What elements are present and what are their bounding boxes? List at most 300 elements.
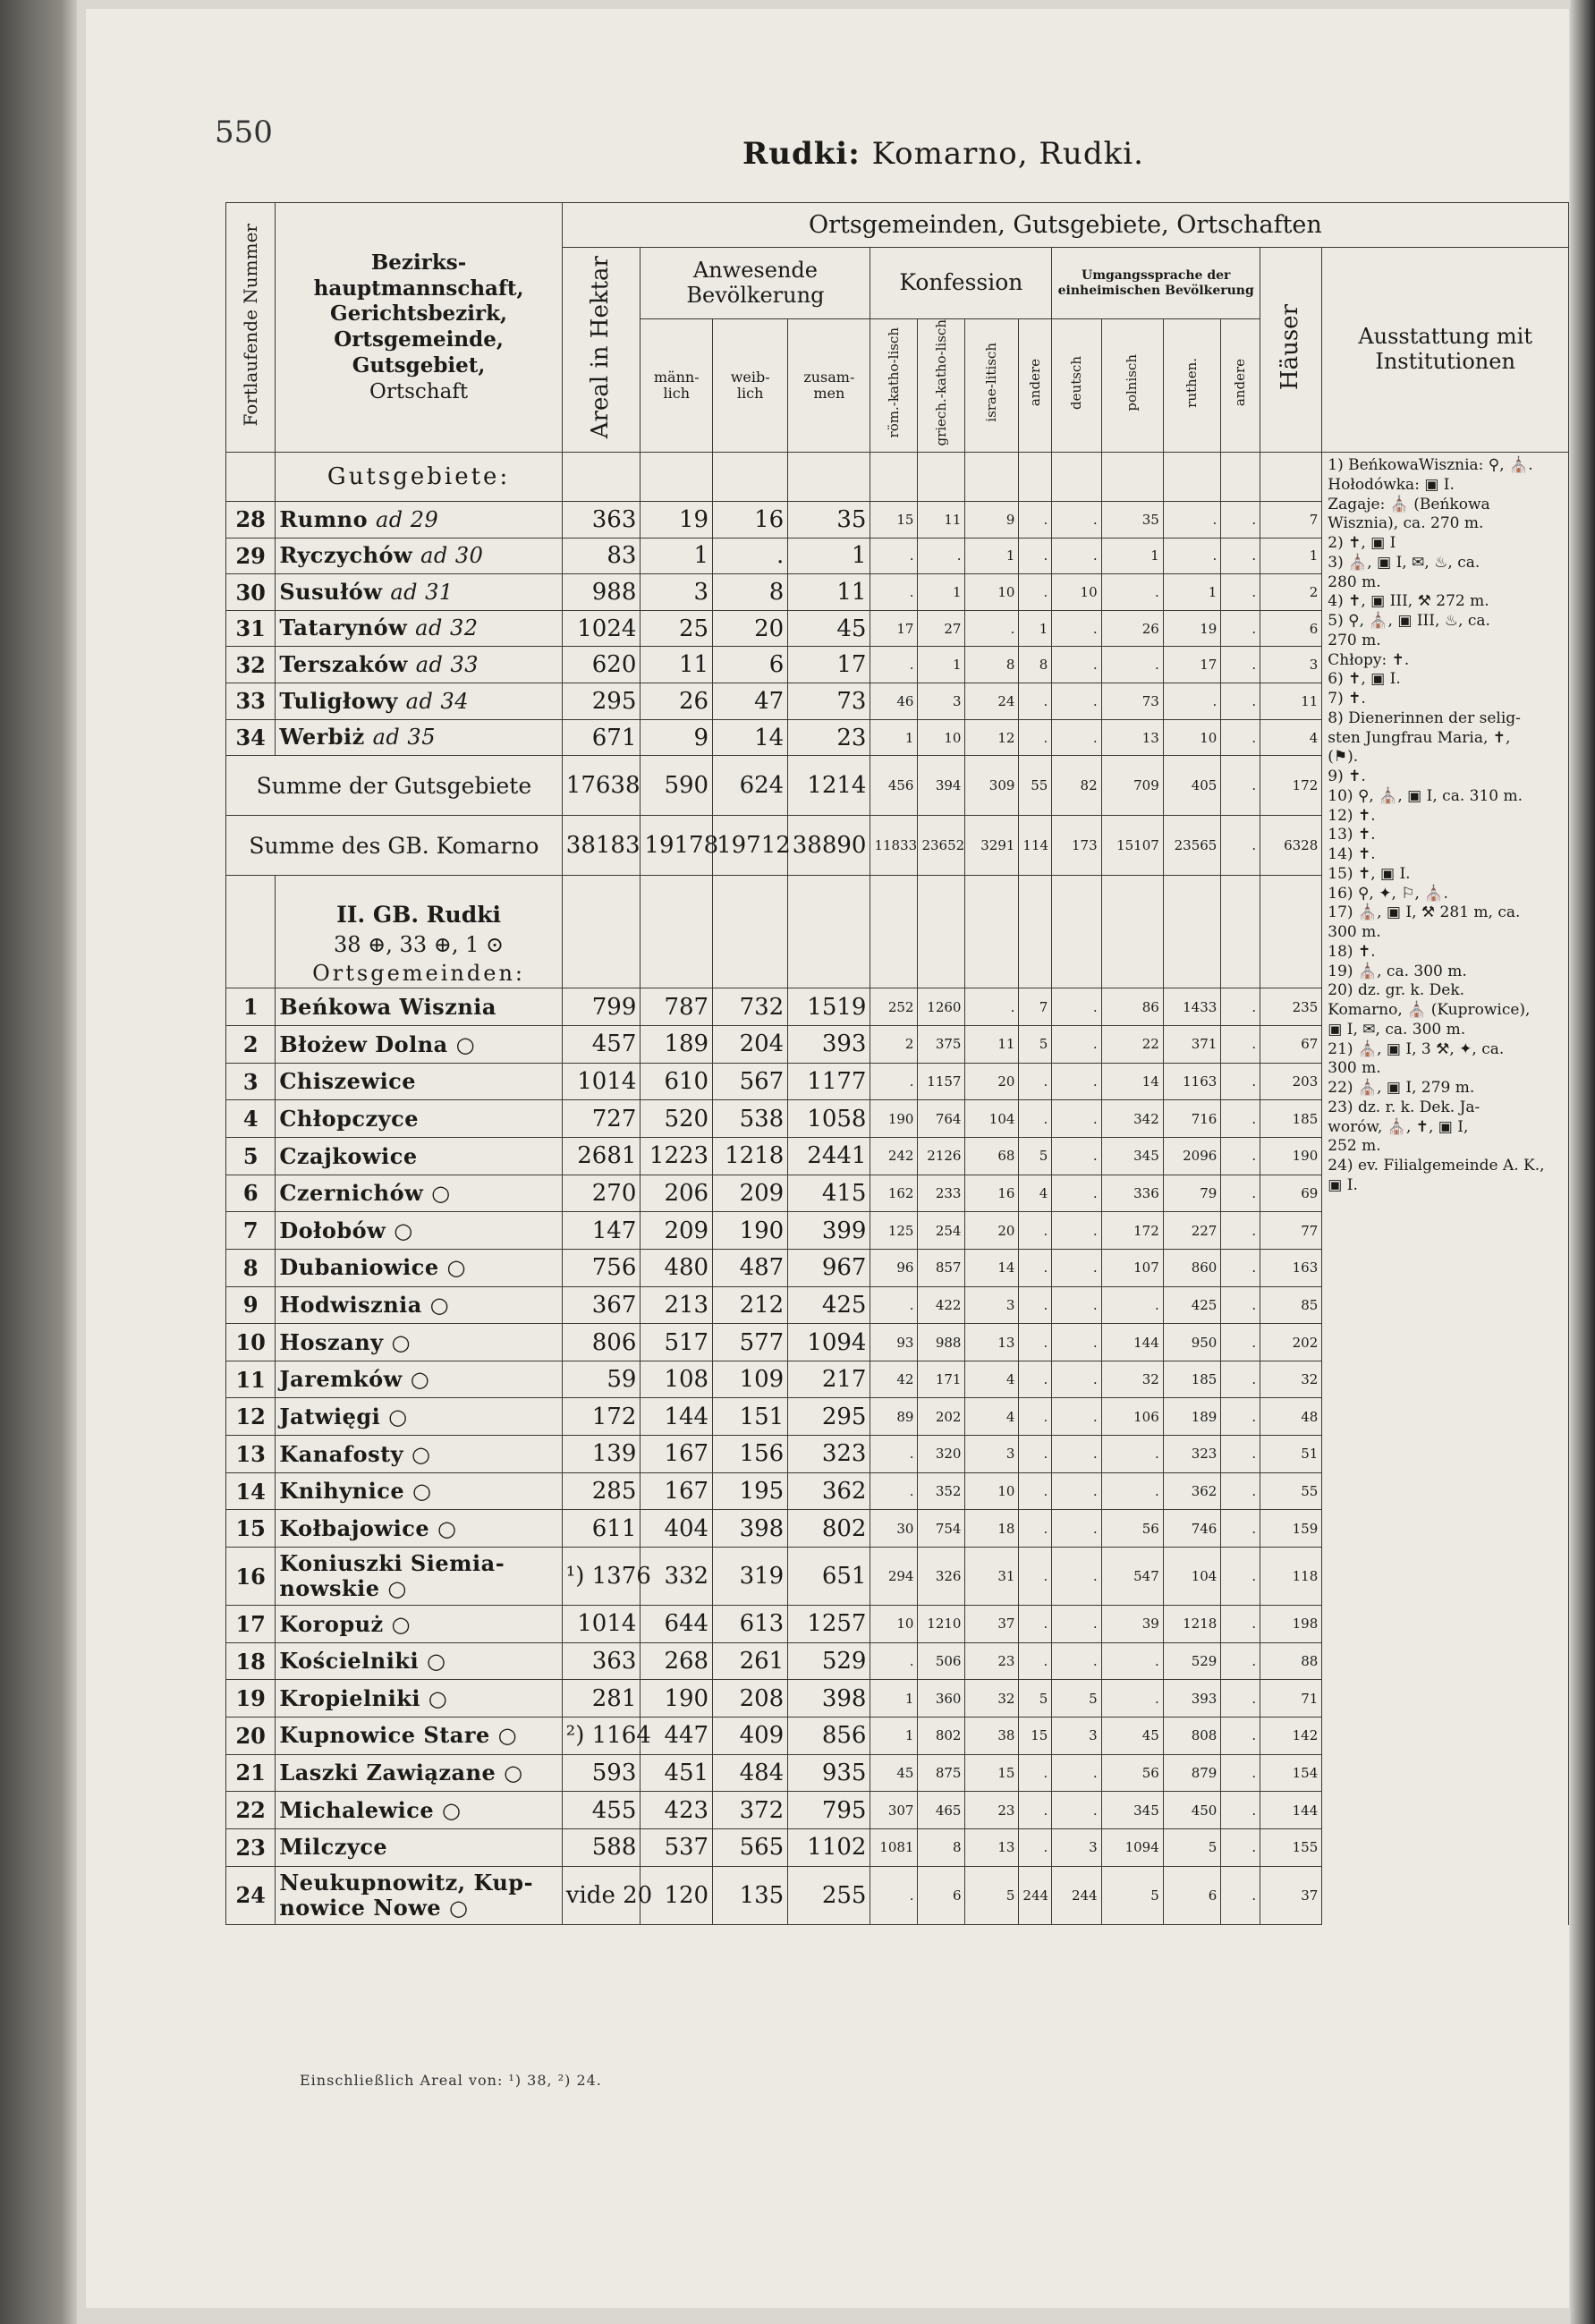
place-name-text: Czernichów ○ (279, 1180, 451, 1207)
row-number: 28 (226, 501, 276, 538)
value-an: . (1221, 1642, 1260, 1680)
value-isr: . (965, 988, 1019, 1026)
value-m: 404 (641, 1510, 713, 1548)
note-line: 22) ⛪, ▣ I, 279 m. (1328, 1079, 1475, 1098)
value-rk: . (870, 1866, 918, 1924)
value-de: . (1052, 1792, 1101, 1829)
value-de: . (1052, 683, 1101, 720)
value-m: 644 (641, 1606, 713, 1643)
value-gk: 1 (918, 574, 965, 611)
value-isr: 24 (965, 683, 1019, 720)
empty-cell (1260, 453, 1322, 502)
sum-z: 38890 (788, 816, 870, 876)
note-line: 252 m. (1328, 1137, 1381, 1156)
value-isr: 8 (965, 647, 1019, 683)
value-an: . (1221, 1063, 1260, 1100)
value-and: 5 (1019, 1137, 1052, 1175)
value-rk: 1 (870, 1680, 918, 1718)
value-isr: 37 (965, 1606, 1019, 1643)
value-ru: 808 (1163, 1717, 1221, 1754)
value-areal: 756 (562, 1249, 641, 1286)
value-w: 565 (713, 1828, 788, 1866)
value-m: 167 (641, 1472, 713, 1510)
value-rk: . (870, 1642, 918, 1680)
value-and: . (1019, 1472, 1052, 1510)
gb-rudki-heading (276, 876, 562, 988)
value-pl: 144 (1101, 1324, 1163, 1361)
place-name (276, 1510, 562, 1548)
row-number: 2 (226, 1026, 276, 1064)
empty-cell (1019, 876, 1052, 988)
value-m: 332 (641, 1548, 713, 1606)
place-name (276, 683, 562, 720)
value-de: . (1052, 1212, 1101, 1250)
value-and: 244 (1019, 1866, 1052, 1924)
value-rk: 30 (870, 1510, 918, 1548)
value-h: 69 (1260, 1175, 1322, 1212)
sum-label: Summe der Gutsgebiete (226, 756, 563, 816)
value-de: . (1052, 1361, 1101, 1398)
sum-an: . (1221, 756, 1260, 816)
value-w: . (713, 538, 788, 574)
value-m: 209 (641, 1212, 713, 1250)
value-isr: 20 (965, 1212, 1019, 1250)
place-name (276, 1100, 562, 1138)
empty-cell (1163, 453, 1221, 502)
value-rk: 242 (870, 1137, 918, 1175)
place-name-text: Neukupnowitz, Kup-nowice Nowe ○ (279, 1870, 534, 1921)
value-and: . (1019, 1398, 1052, 1436)
note-line: 1) BeńkowaWisznia: ⚲, ⛪. (1328, 456, 1533, 475)
value-gk: 375 (918, 1026, 965, 1064)
value-de: 10 (1052, 574, 1101, 611)
header-konf-andere: andere (1019, 319, 1052, 453)
value-rk: 1 (870, 1717, 918, 1754)
place-name (276, 1754, 562, 1792)
value-ru: 879 (1163, 1754, 1221, 1792)
empty-cell (562, 453, 641, 502)
value-rk: . (870, 1063, 918, 1100)
place-name-text: Koniuszki Siemia-nowskie ○ (279, 1550, 505, 1602)
value-an: . (1221, 1828, 1260, 1866)
value-an: . (1221, 1606, 1260, 1643)
place-name (276, 1606, 562, 1643)
value-rk: 125 (870, 1212, 918, 1250)
value-gk: 254 (918, 1212, 965, 1250)
value-z: 1257 (788, 1606, 870, 1643)
row-number: 21 (226, 1754, 276, 1792)
value-de: . (1052, 719, 1101, 756)
note-line: Wisznia), ca. 270 m. (1328, 514, 1484, 533)
empty-cell (226, 876, 276, 988)
value-areal: 1024 (562, 610, 641, 647)
value-ru: . (1163, 538, 1221, 574)
value-an: . (1221, 683, 1260, 720)
value-areal: 139 (562, 1436, 641, 1473)
sum-de: 82 (1052, 756, 1101, 816)
row-number: 29 (226, 538, 276, 574)
value-m: 610 (641, 1063, 713, 1100)
value-an: . (1221, 1361, 1260, 1398)
note-line: 14) ✝. (1328, 845, 1376, 864)
sum-and: 55 (1019, 756, 1052, 816)
value-rk: 89 (870, 1398, 918, 1436)
value-h: 190 (1260, 1137, 1322, 1175)
place-name-text: Jatwięgi ○ (279, 1403, 408, 1429)
value-h: 159 (1260, 1510, 1322, 1548)
note-line: 15) ✝, ▣ I. (1328, 864, 1411, 883)
value-rk: . (870, 1472, 918, 1510)
value-rk: 1081 (870, 1828, 918, 1866)
statistics-table (225, 202, 1569, 1925)
value-z: 17 (788, 647, 870, 683)
value-z: 255 (788, 1866, 870, 1924)
place-name-text: Hodwisznia ○ (279, 1292, 450, 1319)
value-gk: 1157 (918, 1063, 965, 1100)
value-an: . (1221, 719, 1260, 756)
note-line: 24) ev. Filialgemeinde A. K., (1328, 1157, 1545, 1175)
row-number: 9 (226, 1286, 276, 1324)
value-z: 1 (788, 538, 870, 574)
note-line: 17) ⛪, ▣ I, ⚒ 281 m, ca. (1328, 903, 1521, 922)
place-name-ad: ad 31 (390, 579, 454, 605)
header-israelitisch: israe-litisch (965, 319, 1019, 453)
sum-w: 19712 (713, 816, 788, 876)
value-rk: . (870, 574, 918, 611)
value-ru: 227 (1163, 1212, 1221, 1250)
place-name (276, 538, 562, 574)
value-h: 185 (1260, 1100, 1322, 1138)
value-an: . (1221, 988, 1260, 1026)
value-ru: 860 (1163, 1249, 1221, 1286)
value-and: 15 (1019, 1717, 1052, 1754)
value-areal: 588 (562, 1828, 641, 1866)
value-w: 8 (713, 574, 788, 611)
place-name-ad: ad 29 (375, 506, 439, 532)
value-rk: 93 (870, 1324, 918, 1361)
value-ru: . (1163, 501, 1221, 538)
row-number: 13 (226, 1436, 276, 1473)
note-line: ▣ I, ✉, ca. 300 m. (1328, 1020, 1466, 1039)
section-row (226, 453, 1569, 502)
value-w: 6 (713, 647, 788, 683)
value-pl: 22 (1101, 1026, 1163, 1064)
value-z: 856 (788, 1717, 870, 1754)
value-areal: 457 (562, 1026, 641, 1064)
row-number: 1 (226, 988, 276, 1026)
value-isr: 1 (965, 538, 1019, 574)
value-gk: 754 (918, 1510, 965, 1548)
value-ru: 2096 (1163, 1137, 1221, 1175)
note-line: 19) ⛪, ca. 300 m. (1328, 962, 1467, 980)
value-ru: 5 (1163, 1828, 1221, 1866)
value-ru: 17 (1163, 647, 1221, 683)
value-z: 295 (788, 1398, 870, 1436)
value-w: 487 (713, 1249, 788, 1286)
value-w: 212 (713, 1286, 788, 1324)
place-name-text: Werbiż (279, 724, 365, 751)
place-name (276, 1175, 562, 1212)
value-rk: . (870, 538, 918, 574)
value-h: 144 (1260, 1792, 1322, 1829)
value-an: . (1221, 1175, 1260, 1212)
value-ru: 185 (1163, 1361, 1221, 1398)
value-pl: 56 (1101, 1754, 1163, 1792)
value-areal: 1014 (562, 1606, 641, 1643)
value-w: 372 (713, 1792, 788, 1829)
value-pl: 345 (1101, 1792, 1163, 1829)
empty-cell (226, 453, 276, 502)
empty-cell (965, 876, 1019, 988)
row-number: 33 (226, 683, 276, 720)
value-and: . (1019, 1510, 1052, 1548)
place-name (276, 1137, 562, 1175)
value-rk: 15 (870, 501, 918, 538)
value-isr: 4 (965, 1398, 1019, 1436)
value-isr: 13 (965, 1828, 1019, 1866)
section-gutsgebiete: Gutsgebiete: (276, 453, 562, 502)
value-de: 5 (1052, 1680, 1101, 1718)
value-m: 480 (641, 1249, 713, 1286)
empty-cell (641, 453, 713, 502)
place-name (276, 988, 562, 1026)
value-ru: 362 (1163, 1472, 1221, 1510)
value-gk: 465 (918, 1792, 965, 1829)
value-an: . (1221, 501, 1260, 538)
value-ru: 746 (1163, 1510, 1221, 1548)
value-z: 415 (788, 1175, 870, 1212)
place-name-text: Knihynice ○ (279, 1478, 432, 1505)
note-line: 8) Dienerinnen der selig- (1328, 708, 1521, 727)
value-ru: 371 (1163, 1026, 1221, 1064)
place-name (276, 1286, 562, 1324)
value-m: 423 (641, 1792, 713, 1829)
sum-pl: 15107 (1101, 816, 1163, 876)
value-w: 732 (713, 988, 788, 1026)
value-de: 244 (1052, 1866, 1101, 1924)
value-and: . (1019, 1100, 1052, 1138)
empty-cell (965, 453, 1019, 502)
value-rk: 42 (870, 1361, 918, 1398)
value-h: 7 (1260, 501, 1322, 538)
value-and: . (1019, 1754, 1052, 1792)
value-de: . (1052, 1063, 1101, 1100)
header-polnisch: polnisch (1101, 319, 1163, 453)
value-de: . (1052, 1398, 1101, 1436)
value-h: 88 (1260, 1642, 1322, 1680)
page-right-edge (1570, 0, 1595, 2324)
value-h: 77 (1260, 1212, 1322, 1250)
value-w: 538 (713, 1100, 788, 1138)
value-an: . (1221, 1680, 1260, 1718)
row-number: 16 (226, 1548, 276, 1606)
value-isr: 13 (965, 1324, 1019, 1361)
value-w: 195 (713, 1472, 788, 1510)
value-areal: 285 (562, 1472, 641, 1510)
value-pl: 35 (1101, 501, 1163, 538)
sum-isr: 309 (965, 756, 1019, 816)
value-m: 268 (641, 1642, 713, 1680)
value-w: 261 (713, 1642, 788, 1680)
value-and: . (1019, 1361, 1052, 1398)
place-name (276, 1642, 562, 1680)
value-h: 51 (1260, 1436, 1322, 1473)
place-name-text: Laszki Zawiązane ○ (279, 1760, 523, 1786)
value-and: . (1019, 1212, 1052, 1250)
value-isr: . (965, 610, 1019, 647)
value-pl: . (1101, 574, 1163, 611)
value-areal: 83 (562, 538, 641, 574)
note-line: 7) ✝. (1328, 690, 1366, 708)
value-ru: 189 (1163, 1398, 1221, 1436)
value-m: 9 (641, 719, 713, 756)
value-and: 4 (1019, 1175, 1052, 1212)
value-areal: 727 (562, 1100, 641, 1138)
value-pl: 547 (1101, 1548, 1163, 1606)
value-de: . (1052, 1249, 1101, 1286)
place-name-text: Koropuż ○ (279, 1610, 411, 1637)
value-areal: 59 (562, 1361, 641, 1398)
note-line: Chłopy: ✝. (1328, 650, 1410, 669)
note-line: 9) ✝. (1328, 768, 1366, 786)
value-gk: 27 (918, 610, 965, 647)
row-number: 24 (226, 1866, 276, 1924)
value-h: 6 (1260, 610, 1322, 647)
value-m: 120 (641, 1866, 713, 1924)
sum-an: . (1221, 816, 1260, 876)
value-z: 45 (788, 610, 870, 647)
header-ausstattung: Ausstattung mit Institutionen (1322, 248, 1569, 453)
note-line: 20) dz. gr. k. Dek. (1328, 981, 1465, 1000)
value-pl: . (1101, 1642, 1163, 1680)
value-isr: 12 (965, 719, 1019, 756)
value-z: 1102 (788, 1828, 870, 1866)
sum-w: 624 (713, 756, 788, 816)
row-number: 34 (226, 719, 276, 756)
value-pl: 73 (1101, 683, 1163, 720)
value-an: . (1221, 1436, 1260, 1473)
place-name (276, 1792, 562, 1829)
place-name-text: Tatarynów (279, 615, 408, 641)
note-line: 4) ✝, ▣ III, ⚒ 272 m. (1328, 592, 1489, 611)
place-name-text: Hoszany ○ (279, 1328, 411, 1355)
value-z: 35 (788, 501, 870, 538)
value-an: . (1221, 610, 1260, 647)
place-name (276, 574, 562, 611)
header-ruthenisch: ruthen. (1163, 319, 1221, 453)
value-gk: 352 (918, 1472, 965, 1510)
note-line: 2) ✝, ▣ I (1328, 534, 1396, 553)
header-konfession: Konfession (870, 248, 1052, 319)
value-m: 447 (641, 1717, 713, 1754)
value-m: 1 (641, 538, 713, 574)
row-number: 10 (226, 1324, 276, 1361)
value-pl: 39 (1101, 1606, 1163, 1643)
value-gk: 988 (918, 1324, 965, 1361)
value-an: . (1221, 1286, 1260, 1324)
empty-cell (1260, 876, 1322, 988)
gb-symbols: 38 ⊕, 33 ⊕, 1 ⊙ (334, 931, 505, 957)
note-line: 18) ✝. (1328, 942, 1376, 961)
place-name (276, 1436, 562, 1473)
book-binding-edge (0, 0, 77, 2324)
sum-gk: 394 (918, 756, 965, 816)
value-de: . (1052, 1137, 1101, 1175)
value-de: . (1052, 1175, 1101, 1212)
value-an: . (1221, 1754, 1260, 1792)
value-areal: 295 (562, 683, 641, 720)
value-h: 155 (1260, 1828, 1322, 1866)
value-ru: . (1163, 683, 1221, 720)
value-h: 48 (1260, 1398, 1322, 1436)
note-line: 13) ✝. (1328, 826, 1376, 844)
value-isr: 11 (965, 1026, 1019, 1064)
value-gk: 1 (918, 647, 965, 683)
value-h: 154 (1260, 1754, 1322, 1792)
value-isr: 31 (965, 1548, 1019, 1606)
value-and: . (1019, 719, 1052, 756)
value-w: 208 (713, 1680, 788, 1718)
place-name (276, 1063, 562, 1100)
row-number: 31 (226, 610, 276, 647)
header-areal: Areal in Hektar (562, 248, 641, 453)
value-an: . (1221, 1472, 1260, 1510)
value-gk: 10 (918, 719, 965, 756)
value-isr: 23 (965, 1642, 1019, 1680)
place-name (276, 501, 562, 538)
value-z: 651 (788, 1548, 870, 1606)
value-ru: 425 (1163, 1286, 1221, 1324)
value-m: 11 (641, 647, 713, 683)
empty-cell (870, 876, 918, 988)
page-number: 550 (215, 115, 273, 150)
value-h: 203 (1260, 1063, 1322, 1100)
empty-cell (918, 876, 965, 988)
value-an: . (1221, 1510, 1260, 1548)
place-name (276, 1717, 562, 1754)
value-m: 537 (641, 1828, 713, 1866)
value-h: 198 (1260, 1606, 1322, 1643)
value-ru: 1163 (1163, 1063, 1221, 1100)
value-rk: 45 (870, 1754, 918, 1792)
value-w: 209 (713, 1175, 788, 1212)
sum-ru: 23565 (1163, 816, 1221, 876)
value-rk: . (870, 1286, 918, 1324)
value-m: 3 (641, 574, 713, 611)
value-rk: 307 (870, 1792, 918, 1829)
value-pl: 14 (1101, 1063, 1163, 1100)
value-and: . (1019, 501, 1052, 538)
value-pl: 1094 (1101, 1828, 1163, 1866)
value-an: . (1221, 1792, 1260, 1829)
value-w: 319 (713, 1548, 788, 1606)
value-de: 3 (1052, 1717, 1101, 1754)
value-pl: 106 (1101, 1398, 1163, 1436)
value-areal: 363 (562, 501, 641, 538)
value-de: . (1052, 1026, 1101, 1064)
value-w: 409 (713, 1717, 788, 1754)
value-isr: 104 (965, 1100, 1019, 1138)
value-h: 11 (1260, 683, 1322, 720)
place-name (276, 1361, 562, 1398)
value-de: . (1052, 988, 1101, 1026)
note-line: 10) ⚲, ⛪, ▣ I, ca. 310 m. (1328, 786, 1523, 805)
value-gk: 326 (918, 1548, 965, 1606)
place-name (276, 1249, 562, 1286)
value-pl: 1 (1101, 538, 1163, 574)
row-number: 6 (226, 1175, 276, 1212)
place-name (276, 1828, 562, 1866)
